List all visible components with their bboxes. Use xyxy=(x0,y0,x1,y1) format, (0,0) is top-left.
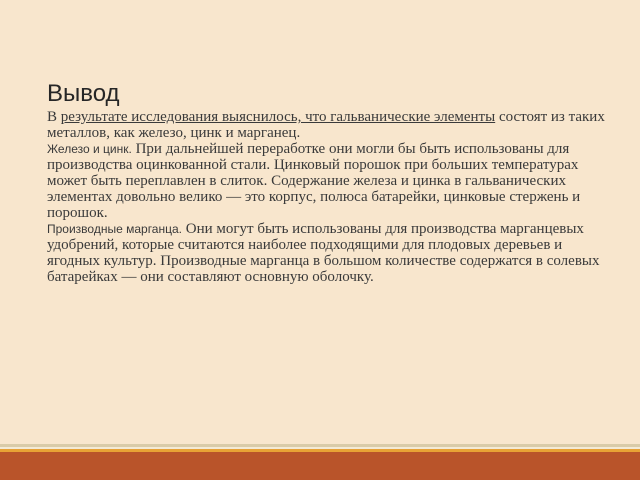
iron-zinc-label: Железо и цинк. xyxy=(47,142,132,156)
manganese-label: Производные марганца. xyxy=(47,222,182,236)
underlined-phrase: результате исследования выяснилось, что гальванические элементы xyxy=(60,109,496,125)
paragraph-conclusion xyxy=(47,109,607,141)
slide-title: Вывод xyxy=(47,80,120,107)
iron-zinc-text: При дальнейшей переработке они могли бы быть использованы для производства оцинкованной стали. Цинковый порошок при больших температурах может быть переплавлен в слиток. Содержание железа и цинка в гальванических элементах довольно велико — это корпус, полюса батарейки, цинковые стержень и порошок. xyxy=(47,141,581,221)
manganese-text: Они могут быть использованы для производства марганцевых удобрений, которые считаются наиболее подходящими для плодовых деревьев и ягодных культур. Производные марганца в большом количестве содержатся в солевых батарейках — они составляют основную оболочку. xyxy=(47,221,600,285)
footer-bar xyxy=(0,452,640,480)
slide-content xyxy=(47,80,607,285)
paragraph-intro-rest: состоят из таких металлов, как железо, цинк и марганец. xyxy=(47,109,605,141)
footer-decoration xyxy=(0,444,640,480)
paragraph-iron-zinc xyxy=(47,141,607,221)
paragraph-intro-start: В xyxy=(47,109,61,125)
paragraph-manganese xyxy=(47,221,607,285)
